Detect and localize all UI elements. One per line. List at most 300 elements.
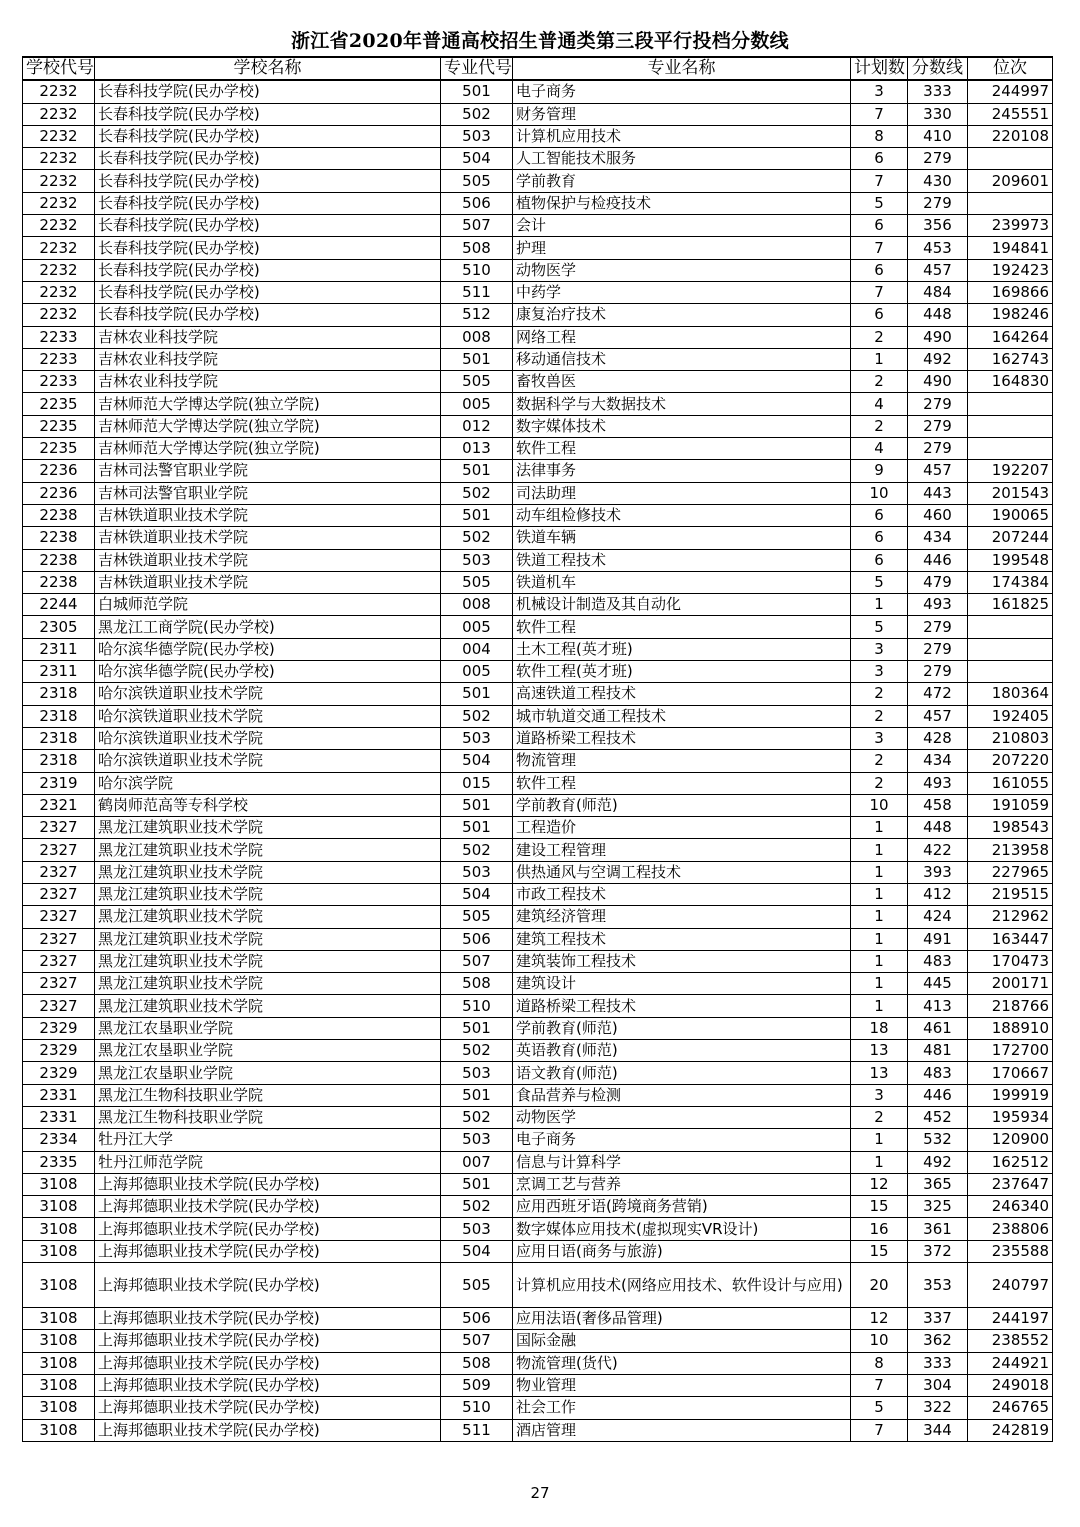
school-code-cell: 2305 [23,616,95,638]
major-name-cell: 法律事务 [513,460,851,482]
major-code-cell: 008 [441,594,513,616]
table-row [23,1062,1053,1084]
major-name-cell: 软件工程(英才班) [513,661,851,683]
major-name-cell: 铁道机车 [513,571,851,593]
table-row [23,170,1053,192]
table-row [23,482,1053,504]
table-row [23,705,1053,727]
major-code-cell: 008 [441,326,513,348]
rank-cell [968,438,1053,460]
school-code-cell: 2327 [23,995,95,1017]
table-row [23,1263,1053,1308]
table-row [23,1397,1053,1419]
rank-cell: 192405 [968,705,1053,727]
school-name-cell: 上海邦德职业技术学院(民办学校) [95,1419,441,1441]
rank-cell: 161055 [968,772,1053,794]
major-name-cell: 护理 [513,237,851,259]
table-row [23,616,1053,638]
major-code-cell: 502 [441,705,513,727]
rank-cell: 210803 [968,727,1053,749]
major-code-cell: 503 [441,125,513,147]
school-name-cell: 长春科技学院(民办学校) [95,170,441,192]
major-code-cell: 505 [441,1263,513,1308]
rank-cell: 244921 [968,1352,1053,1374]
plan-count-cell: 3 [851,661,908,683]
plan-count-cell: 3 [851,80,908,103]
major-code-cell: 501 [441,817,513,839]
plan-count-cell: 7 [851,1374,908,1396]
major-code-cell: 506 [441,1308,513,1330]
header-major-code: 专业代号 [441,57,513,80]
score-line-cell: 410 [908,125,968,147]
header-major-name: 专业名称 [513,57,851,80]
school-code-cell: 2238 [23,571,95,593]
table-row [23,1173,1053,1195]
school-code-cell: 2236 [23,460,95,482]
major-name-cell: 数字媒体应用技术(虚拟现实VR设计) [513,1218,851,1240]
plan-count-cell: 13 [851,1040,908,1062]
table-row [23,727,1053,749]
school-code-cell: 2327 [23,950,95,972]
rank-cell: 174384 [968,571,1053,593]
major-name-cell: 建设工程管理 [513,839,851,861]
school-code-cell: 2232 [23,125,95,147]
score-line-cell: 446 [908,1084,968,1106]
major-code-cell: 503 [441,1129,513,1151]
major-name-cell: 烹调工艺与营养 [513,1173,851,1195]
rank-cell: 244197 [968,1308,1053,1330]
school-name-cell: 黑龙江建筑职业技术学院 [95,950,441,972]
school-code-cell: 2235 [23,393,95,415]
table-row [23,906,1053,928]
score-line-cell: 322 [908,1397,968,1419]
major-name-cell: 城市轨道交通工程技术 [513,705,851,727]
table-row [23,1330,1053,1352]
table-row [23,304,1053,326]
school-code-cell: 3108 [23,1173,95,1195]
school-name-cell: 牡丹江大学 [95,1129,441,1151]
table-row [23,661,1053,683]
plan-count-cell: 1 [851,839,908,861]
rank-cell: 188910 [968,1017,1053,1039]
table-row [23,1374,1053,1396]
major-name-cell: 国际金融 [513,1330,851,1352]
rank-cell: 220108 [968,125,1053,147]
major-name-cell: 语文教育(师范) [513,1062,851,1084]
major-code-cell: 007 [441,1151,513,1173]
school-code-cell: 2327 [23,928,95,950]
score-line-cell: 428 [908,727,968,749]
major-code-cell: 501 [441,504,513,526]
school-code-cell: 2318 [23,683,95,705]
rank-cell: 242819 [968,1419,1053,1441]
major-code-cell: 509 [441,1374,513,1396]
major-name-cell: 网络工程 [513,326,851,348]
school-code-cell: 2327 [23,861,95,883]
major-name-cell: 中药学 [513,281,851,303]
major-name-cell: 计算机应用技术 [513,125,851,147]
major-code-cell: 501 [441,1173,513,1195]
school-name-cell: 黑龙江建筑职业技术学院 [95,817,441,839]
table-row [23,973,1053,995]
school-name-cell: 上海邦德职业技术学院(民办学校) [95,1352,441,1374]
school-code-cell: 3108 [23,1419,95,1441]
school-name-cell: 黑龙江生物科技职业学院 [95,1106,441,1128]
table-row [23,192,1053,214]
score-line-cell: 337 [908,1308,968,1330]
major-code-cell: 503 [441,727,513,749]
plan-count-cell: 1 [851,950,908,972]
school-code-cell: 2327 [23,883,95,905]
major-name-cell: 司法助理 [513,482,851,504]
major-name-cell: 信息与计算科学 [513,1151,851,1173]
score-line-cell: 279 [908,393,968,415]
school-name-cell: 长春科技学院(民办学校) [95,148,441,170]
plan-count-cell: 5 [851,571,908,593]
rank-cell: 244997 [968,80,1053,103]
plan-count-cell: 1 [851,928,908,950]
header-school-name: 学校名称 [95,57,441,80]
school-code-cell: 3108 [23,1240,95,1262]
rank-cell: 192207 [968,460,1053,482]
major-name-cell: 移动通信技术 [513,348,851,370]
major-name-cell: 食品营养与检测 [513,1084,851,1106]
major-code-cell: 501 [441,794,513,816]
major-code-cell: 501 [441,80,513,103]
score-line-cell: 353 [908,1263,968,1308]
plan-count-cell: 8 [851,1352,908,1374]
rank-cell: 120900 [968,1129,1053,1151]
major-code-cell: 507 [441,950,513,972]
rank-cell: 170667 [968,1062,1053,1084]
major-name-cell: 植物保护与检疫技术 [513,192,851,214]
school-code-cell: 3108 [23,1330,95,1352]
major-name-cell: 动车组检修技术 [513,504,851,526]
major-name-cell: 建筑装饰工程技术 [513,950,851,972]
header-plan-count: 计划数 [851,57,908,80]
rank-cell: 172700 [968,1040,1053,1062]
school-name-cell: 黑龙江农垦职业学院 [95,1017,441,1039]
school-code-cell: 2232 [23,170,95,192]
plan-count-cell: 5 [851,1397,908,1419]
major-code-cell: 005 [441,661,513,683]
plan-count-cell: 10 [851,482,908,504]
school-name-cell: 黑龙江建筑职业技术学院 [95,839,441,861]
major-name-cell: 物业管理 [513,1374,851,1396]
table-row [23,750,1053,772]
score-line-cell: 330 [908,103,968,125]
table-row [23,125,1053,147]
plan-count-cell: 12 [851,1173,908,1195]
plan-count-cell: 10 [851,1330,908,1352]
score-line-cell: 490 [908,371,968,393]
major-code-cell: 501 [441,1017,513,1039]
school-code-cell: 3108 [23,1374,95,1396]
school-code-cell: 2232 [23,103,95,125]
rank-cell: 192423 [968,259,1053,281]
rank-cell: 240797 [968,1263,1053,1308]
rank-cell: 161825 [968,594,1053,616]
plan-count-cell: 3 [851,1084,908,1106]
major-code-cell: 502 [441,839,513,861]
school-name-cell: 上海邦德职业技术学院(民办学校) [95,1173,441,1195]
score-line-cell: 333 [908,80,968,103]
table-row [23,817,1053,839]
plan-count-cell: 1 [851,1151,908,1173]
plan-count-cell: 8 [851,125,908,147]
score-line-cell: 279 [908,661,968,683]
table-row [23,438,1053,460]
plan-count-cell: 2 [851,683,908,705]
score-line-cell: 356 [908,215,968,237]
major-code-cell: 012 [441,415,513,437]
school-code-cell: 2327 [23,906,95,928]
plan-count-cell: 12 [851,1308,908,1330]
major-name-cell: 学前教育(师范) [513,1017,851,1039]
school-name-cell: 吉林师范大学博达学院(独立学院) [95,415,441,437]
table-row [23,148,1053,170]
school-code-cell: 2318 [23,750,95,772]
major-code-cell: 503 [441,1062,513,1084]
table-row [23,1017,1053,1039]
rank-cell: 201543 [968,482,1053,504]
table-row [23,103,1053,125]
plan-count-cell: 6 [851,527,908,549]
school-code-cell: 2318 [23,705,95,727]
school-name-cell: 长春科技学院(民办学校) [95,259,441,281]
score-line-cell: 453 [908,237,968,259]
major-name-cell: 软件工程 [513,438,851,460]
rank-cell: 237647 [968,1173,1053,1195]
plan-count-cell: 5 [851,616,908,638]
page-number: 27 [530,1484,550,1502]
school-code-cell: 2331 [23,1084,95,1106]
table-row [23,883,1053,905]
major-code-cell: 503 [441,861,513,883]
school-name-cell: 哈尔滨铁道职业技术学院 [95,727,441,749]
plan-count-cell: 18 [851,1017,908,1039]
major-name-cell: 电子商务 [513,80,851,103]
table-row [23,460,1053,482]
major-code-cell: 501 [441,348,513,370]
major-code-cell: 505 [441,571,513,593]
major-code-cell: 004 [441,638,513,660]
table-row [23,1106,1053,1128]
major-name-cell: 学前教育 [513,170,851,192]
table-row [23,1352,1053,1374]
table-row [23,281,1053,303]
major-name-cell: 铁道工程技术 [513,549,851,571]
rank-cell: 190065 [968,504,1053,526]
major-name-cell: 土木工程(英才班) [513,638,851,660]
score-line-cell: 443 [908,482,968,504]
plan-count-cell: 2 [851,772,908,794]
table-row [23,348,1053,370]
major-code-cell: 508 [441,237,513,259]
rank-cell: 194841 [968,237,1053,259]
table-row [23,1129,1053,1151]
school-name-cell: 上海邦德职业技术学院(民办学校) [95,1263,441,1308]
major-name-cell: 数据科学与大数据技术 [513,393,851,415]
school-name-cell: 吉林师范大学博达学院(独立学院) [95,393,441,415]
school-code-cell: 3108 [23,1196,95,1218]
table-row [23,772,1053,794]
plan-count-cell: 4 [851,393,908,415]
plan-count-cell: 20 [851,1263,908,1308]
document-title: 浙江省2020年普通高校招生普通类第三段平行投档分数线 [291,30,789,52]
plan-count-cell: 1 [851,348,908,370]
school-name-cell: 上海邦德职业技术学院(民办学校) [95,1308,441,1330]
school-code-cell: 2232 [23,80,95,103]
school-code-cell: 3108 [23,1397,95,1419]
table-row [23,215,1053,237]
major-name-cell: 高速铁道工程技术 [513,683,851,705]
major-code-cell: 507 [441,215,513,237]
admission-score-table [22,56,1053,1442]
rank-cell: 162743 [968,348,1053,370]
plan-count-cell: 1 [851,861,908,883]
school-name-cell: 黑龙江建筑职业技术学院 [95,928,441,950]
major-name-cell: 康复治疗技术 [513,304,851,326]
school-name-cell: 哈尔滨铁道职业技术学院 [95,683,441,705]
school-name-cell: 吉林农业科技学院 [95,348,441,370]
school-name-cell: 长春科技学院(民办学校) [95,304,441,326]
school-code-cell: 2327 [23,839,95,861]
school-name-cell: 黑龙江工商学院(民办学校) [95,616,441,638]
plan-count-cell: 6 [851,215,908,237]
rank-cell: 207220 [968,750,1053,772]
table-row [23,928,1053,950]
school-code-cell: 2331 [23,1106,95,1128]
major-code-cell: 502 [441,527,513,549]
school-name-cell: 长春科技学院(民办学校) [95,125,441,147]
major-code-cell: 504 [441,1240,513,1262]
plan-count-cell: 6 [851,148,908,170]
score-line-cell: 484 [908,281,968,303]
rank-cell: 238552 [968,1330,1053,1352]
school-name-cell: 黑龙江建筑职业技术学院 [95,995,441,1017]
score-line-cell: 365 [908,1173,968,1195]
plan-count-cell: 4 [851,438,908,460]
school-name-cell: 鹤岗师范高等专科学校 [95,794,441,816]
school-name-cell: 黑龙江建筑职业技术学院 [95,973,441,995]
school-name-cell: 上海邦德职业技术学院(民办学校) [95,1397,441,1419]
major-code-cell: 510 [441,995,513,1017]
major-name-cell: 应用西班牙语(跨境商务营销) [513,1196,851,1218]
plan-count-cell: 3 [851,727,908,749]
school-name-cell: 吉林铁道职业技术学院 [95,504,441,526]
major-name-cell: 软件工程 [513,772,851,794]
major-name-cell: 财务管理 [513,103,851,125]
table-row [23,527,1053,549]
score-line-cell: 492 [908,348,968,370]
school-code-cell: 2244 [23,594,95,616]
plan-count-cell: 7 [851,170,908,192]
school-code-cell: 2233 [23,348,95,370]
rank-cell: 170473 [968,950,1053,972]
school-code-cell: 2235 [23,415,95,437]
school-name-cell: 上海邦德职业技术学院(民办学校) [95,1330,441,1352]
school-code-cell: 2232 [23,304,95,326]
school-code-cell: 2233 [23,326,95,348]
plan-count-cell: 6 [851,304,908,326]
school-name-cell: 长春科技学院(民办学校) [95,237,441,259]
plan-count-cell: 2 [851,705,908,727]
school-code-cell: 2238 [23,549,95,571]
major-name-cell: 软件工程 [513,616,851,638]
school-name-cell: 吉林司法警官职业学院 [95,460,441,482]
score-line-cell: 279 [908,415,968,437]
major-name-cell: 电子商务 [513,1129,851,1151]
table-row [23,571,1053,593]
school-code-cell: 2235 [23,438,95,460]
header-rank: 位次 [968,57,1053,80]
school-code-cell: 2232 [23,148,95,170]
major-name-cell: 社会工作 [513,1397,851,1419]
score-line-cell: 279 [908,638,968,660]
score-line-cell: 279 [908,148,968,170]
major-code-cell: 505 [441,906,513,928]
plan-count-cell: 2 [851,1106,908,1128]
rank-cell: 238806 [968,1218,1053,1240]
plan-count-cell: 9 [851,460,908,482]
school-code-cell: 2329 [23,1040,95,1062]
table-row [23,839,1053,861]
major-code-cell: 502 [441,482,513,504]
rank-cell: 245551 [968,103,1053,125]
school-name-cell: 吉林师范大学博达学院(独立学院) [95,438,441,460]
rank-cell: 198543 [968,817,1053,839]
score-line-cell: 344 [908,1419,968,1441]
major-code-cell: 505 [441,170,513,192]
major-name-cell: 英语教育(师范) [513,1040,851,1062]
school-code-cell: 2335 [23,1151,95,1173]
rank-cell: 219515 [968,883,1053,905]
major-code-cell: 504 [441,750,513,772]
major-code-cell: 511 [441,1419,513,1441]
plan-count-cell: 15 [851,1196,908,1218]
score-line-cell: 460 [908,504,968,526]
rank-cell: 209601 [968,170,1053,192]
school-name-cell: 长春科技学院(民办学校) [95,103,441,125]
school-code-cell: 2311 [23,661,95,683]
rank-cell: 200171 [968,973,1053,995]
major-code-cell: 504 [441,148,513,170]
major-code-cell: 508 [441,973,513,995]
school-name-cell: 长春科技学院(民办学校) [95,80,441,103]
school-code-cell: 2232 [23,192,95,214]
table-row [23,549,1053,571]
table-row [23,237,1053,259]
score-line-cell: 430 [908,170,968,192]
table-row [23,1218,1053,1240]
school-name-cell: 吉林铁道职业技术学院 [95,527,441,549]
table-row [23,794,1053,816]
plan-count-cell: 10 [851,794,908,816]
major-code-cell: 502 [441,1196,513,1218]
table-row [23,259,1053,281]
rank-cell: 218766 [968,995,1053,1017]
school-code-cell: 2232 [23,281,95,303]
school-code-cell: 2327 [23,973,95,995]
major-code-cell: 015 [441,772,513,794]
rank-cell [968,415,1053,437]
plan-count-cell: 1 [851,1129,908,1151]
table-row [23,995,1053,1017]
rank-cell: 213958 [968,839,1053,861]
major-name-cell: 应用法语(奢侈品管理) [513,1308,851,1330]
table-row [23,683,1053,705]
